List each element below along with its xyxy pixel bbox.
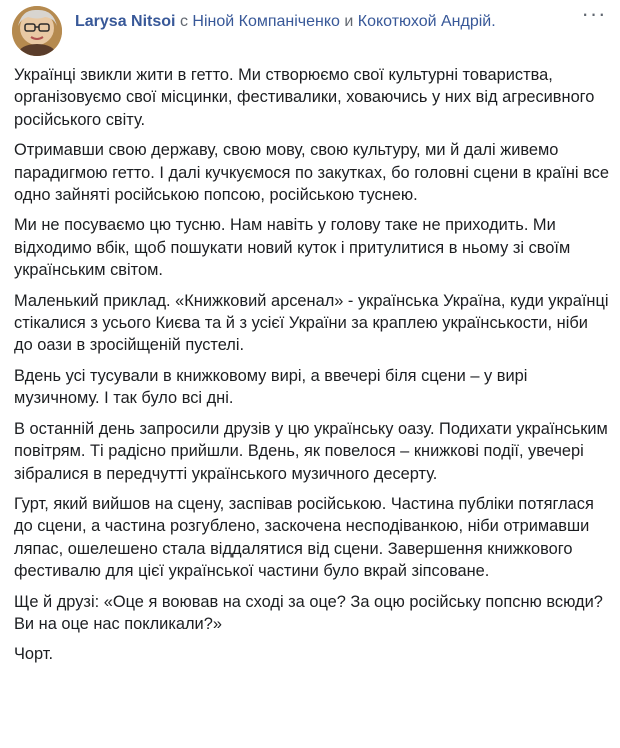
more-options-button[interactable] bbox=[580, 1, 608, 30]
post-paragraph: В останній день запросили друзів у цю українську оазу. Подихати українським повітрям. Ті радісно прийшли. Вдень, як повелося – книжкові події, увечері зібралися в передчутті українського музичного десерту. bbox=[14, 419, 608, 483]
tagged-person-2-link[interactable]: Кокотюхой Андрій. bbox=[357, 13, 496, 30]
tagged-person-1-link[interactable]: Ніной Компаніченко bbox=[192, 13, 340, 30]
more-horizontal-icon: ··· bbox=[581, 1, 607, 26]
post-paragraph: Чорт. bbox=[14, 645, 54, 664]
author-name-link[interactable]: Larysa Nitsoi bbox=[75, 13, 176, 30]
post-paragraph: Гурт, який вийшов на сцену, заспівав російською. Частина публіки потяглася до сцени, а частина розгублено, заскочена несподіванкою, ніби отримавши ляпас, ошелешено стала віддалятися від сцени. Завершення книжкового фестивалю для цієї української частини було вкрай зіпсоване. bbox=[14, 494, 594, 581]
with-word: с bbox=[179, 13, 188, 30]
post-header-line bbox=[75, 12, 585, 32]
post-paragraph: Ми не посуваємо цю тусню. Нам навіть у голову таке не приходить. Ми відходимо вбік, щоб пошукати новий куток і притулитися в ньому зі своїм українським світом. bbox=[14, 216, 571, 280]
post-paragraph: Ще й друзі: «Оце я воював на сході за оце? За оцю російську попсню всюди? Ви на оце нас покликали?» bbox=[14, 592, 603, 633]
post-paragraph: Маленький приклад. «Книжковий арсенал» - українська Україна, куди українці стікалися з усього Києва та й з усієї України за краплею українськости, ніби до оази в зросійщеній пустелі. bbox=[14, 291, 609, 355]
and-word: и bbox=[344, 13, 354, 30]
post-paragraph: Отримавши свою державу, свою мову, свою культуру, ми й далі живемо парадигмою гетто. І далі кучкуємося по закутках, бо головні сцени в країні все одно зайняті російською попсою, російською туснею. bbox=[14, 141, 609, 205]
post-body bbox=[14, 64, 610, 674]
avatar-photo bbox=[12, 6, 62, 56]
avatar[interactable] bbox=[12, 6, 62, 56]
post-header bbox=[12, 1, 612, 62]
post-paragraph: Українці звикли жити в гетто. Ми створюємо свої культурні товариства, організовуємо свої місцинки, фестивалики, ховаючись у них від агресивного російського світу. bbox=[14, 66, 595, 129]
post-paragraph: Вдень усі тусували в книжковому вирі, а ввечері біля сцени – у вирі музичному. І так було всі дні. bbox=[14, 366, 528, 408]
